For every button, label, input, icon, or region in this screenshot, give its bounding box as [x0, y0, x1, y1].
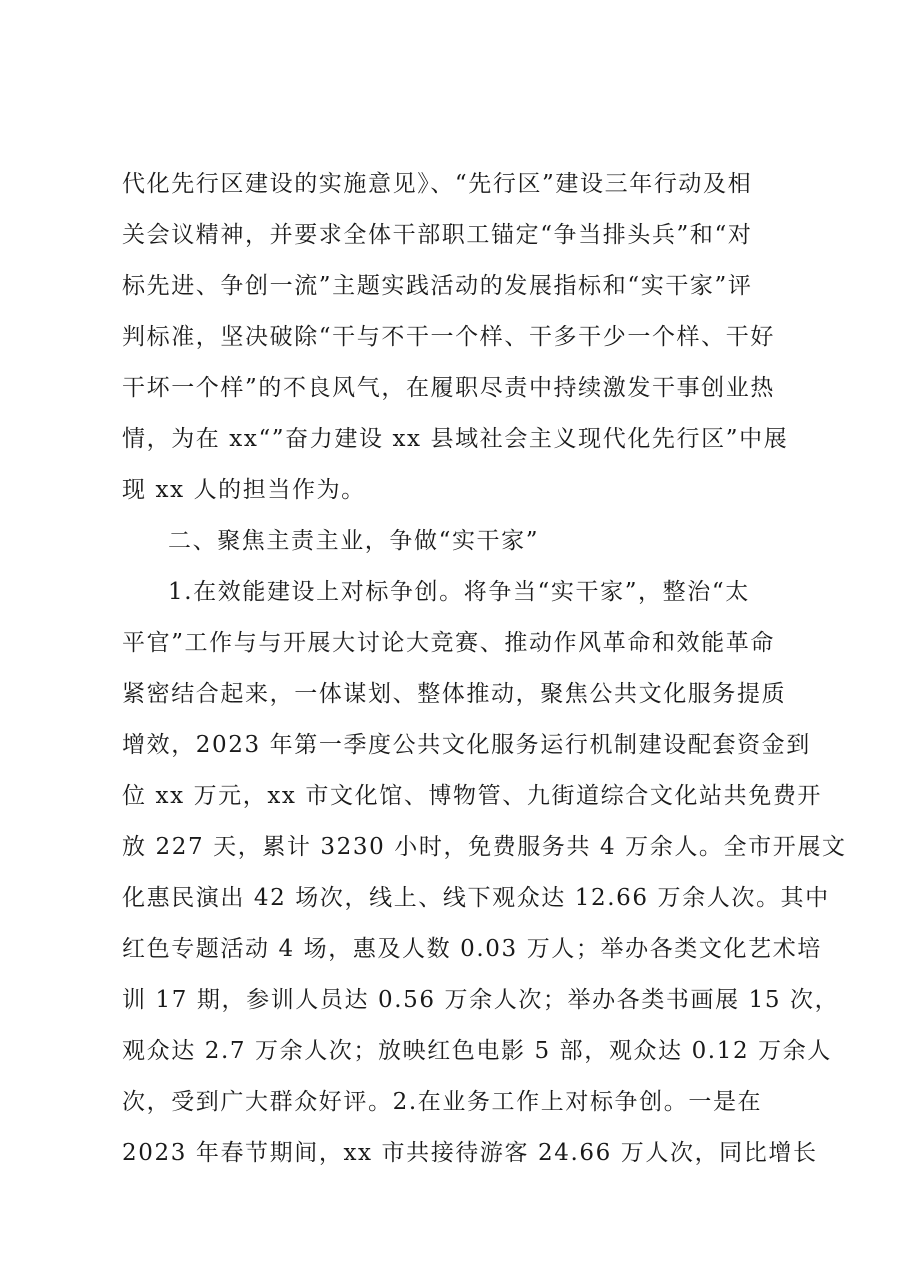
body-text-line: 平官”工作与与开展大讨论大竞赛、推动作风革命和效能革命 [122, 630, 775, 656]
body-text-line: 代化先行区建设的实施意见》、“先行区”建设三年行动及相 [122, 171, 753, 197]
body-text-line: 红色专题活动 4 场，惠及人数 0.03 万人；举办各类文化艺术培 [122, 936, 822, 962]
body-text-line: 次，受到广大群众好评。2.在业务工作上对标争创。一是在 [122, 1089, 763, 1115]
body-text-line: 增效，2023 年第一季度公共文化服务运行机制建设配套资金到 [122, 732, 811, 758]
section-heading: 二、聚焦主责主业，争做“实干家” [168, 528, 540, 554]
body-text-line: 标先进、争创一流”主题实践活动的发展指标和“实干家”评 [122, 273, 753, 299]
body-text-line: 关会议精神，并要求全体干部职工锚定“争当排头兵”和“对 [122, 222, 753, 248]
body-text-line: 判标准，坚决破除“干与不干一个样、干多干少一个样、干好 [122, 324, 775, 350]
body-text-line: 训 17 期，参训人员达 0.56 万余人次；举办各类书画展 15 次， [122, 987, 840, 1013]
body-text-line: 紧密结合起来，一体谋划、整体推动，聚焦公共文化服务提质 [122, 681, 787, 707]
paragraph-first-line: 1.在效能建设上对标争创。将争当“实干家”，整治“太 [168, 579, 750, 605]
body-text-line: 情，为在 xx“”奋力建设 xx 县域社会主义现代化先行区”中展 [122, 426, 789, 452]
body-text-line: 位 xx 万元，xx 市文化馆、博物管、九街道综合文化站共免费开 [122, 783, 823, 809]
body-text-line: 2023 年春节期间，xx 市共接待游客 24.66 万人次，同比增长 [122, 1140, 818, 1166]
body-text-line: 化惠民演出 42 场次，线上、线下观众达 12.66 万余人次。其中 [122, 885, 830, 911]
body-text-line: 干坏一个样”的不良风气，在履职尽责中持续激发干事创业热 [122, 375, 775, 401]
body-text-line: 放 227 天，累计 3230 小时，免费服务共 4 万余人。全市开展文 [122, 834, 847, 860]
body-text-line: 观众达 2.7 万余人次；放映红色电影 5 部，观众达 0.12 万余人 [122, 1038, 832, 1064]
body-text-line: 现 xx 人的担当作为。 [122, 477, 366, 503]
